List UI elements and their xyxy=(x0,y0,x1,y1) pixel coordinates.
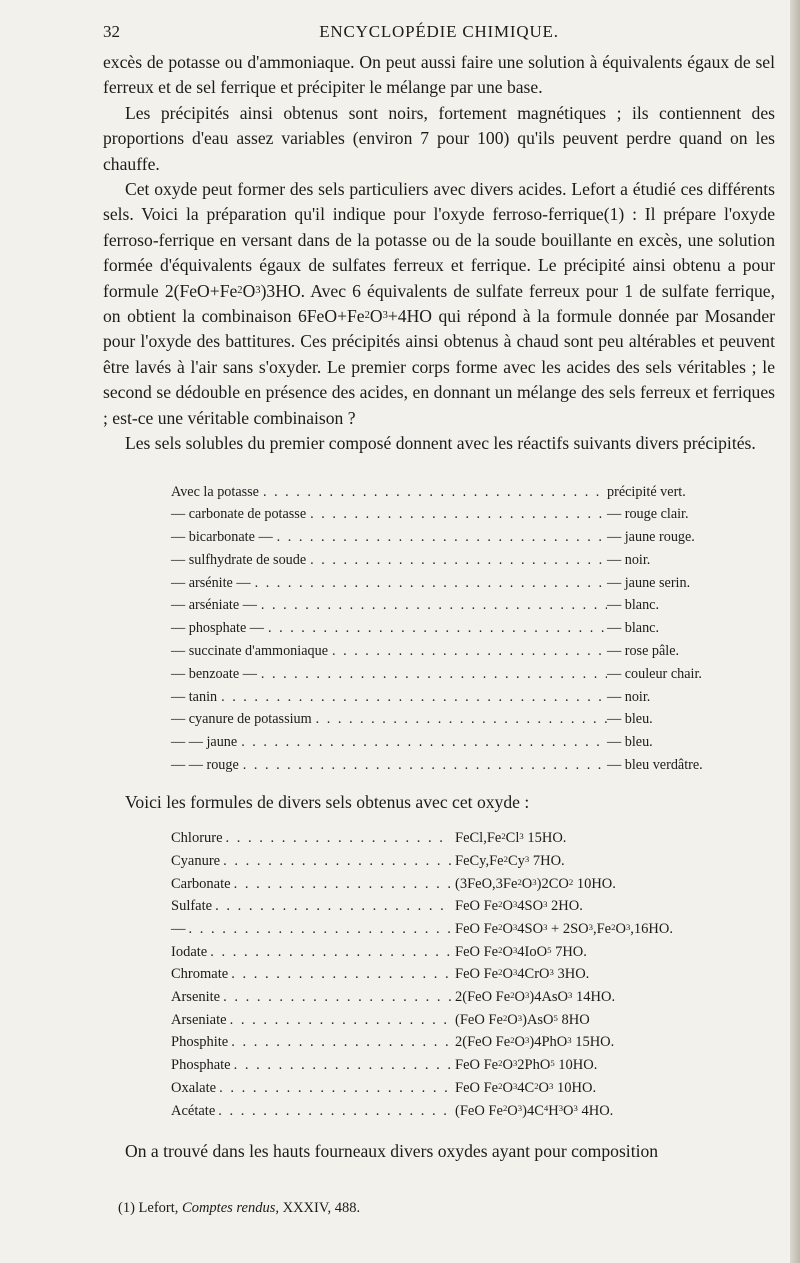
reagent-name: — arsénite — xyxy=(171,574,251,591)
salt-formula: $(3FeO,3Fe^2O^3)2CO^2$ 10HO. xyxy=(455,875,616,892)
salt-formula: FeO $Fe^2O^34C^2O^3$ 10HO. xyxy=(455,1079,597,1096)
salt-formula: (FeO $Fe^2O^3)AsO^5$ 8HO xyxy=(455,1011,590,1028)
reagent-name: — tanin xyxy=(171,688,218,705)
leader-dots xyxy=(223,830,451,847)
formula-list xyxy=(171,830,771,1125)
salt-name: Arsenite xyxy=(171,989,221,1006)
leader-dots xyxy=(227,1012,451,1029)
salt-cell xyxy=(171,921,451,938)
leader-dots xyxy=(186,921,452,938)
salt-formula: FeO $Fe^2O^34IoO^5$ 7HO. xyxy=(455,943,587,960)
formula-row xyxy=(171,989,771,1012)
reagent-name: Avec la potasse xyxy=(171,483,259,500)
leader-dots xyxy=(207,944,451,961)
running-title: ENCYCLOPÉDIE CHIMIQUE. xyxy=(319,22,559,41)
paragraph-3-text-c: . Avec 6 équivalents de sulfate ferreux pour 1 de sulfate ferrique, on obtient la combinaison xyxy=(103,280,775,327)
salt-cell xyxy=(171,898,451,915)
footnote-ref: (1) xyxy=(603,204,625,225)
leader-dots xyxy=(257,597,607,614)
reagent-name: — cyanure de potassium xyxy=(171,711,312,728)
reagent-name: — bicarbonate — xyxy=(171,529,273,546)
reaction-row xyxy=(171,506,731,529)
salt-cell xyxy=(171,966,451,983)
reagent-name: — — rouge xyxy=(171,757,239,774)
leader-dots xyxy=(220,989,451,1006)
leader-dots xyxy=(231,876,451,893)
leader-dots xyxy=(312,711,607,728)
salt-cell xyxy=(171,1080,451,1097)
body-text xyxy=(103,50,775,1165)
precipitate-result: — couleur chair. xyxy=(607,665,702,682)
salt-cell xyxy=(171,1034,451,1051)
salt-name: Sulfate xyxy=(171,898,213,915)
formula-row xyxy=(171,1057,771,1080)
precipitate-result: — bleu. xyxy=(607,711,653,728)
page-number: 32 xyxy=(103,22,120,41)
formula-row xyxy=(171,944,771,967)
salt-name: Acétate xyxy=(171,1102,216,1119)
leader-dots xyxy=(264,620,607,637)
salt-name: Phosphite xyxy=(171,1034,229,1051)
salt-formula: FeO $Fe^2O^34SO^3$ 2HO. xyxy=(455,898,583,915)
salt-name: — xyxy=(171,921,186,938)
salt-cell xyxy=(171,989,451,1006)
leader-dots xyxy=(215,1103,451,1120)
formula-row xyxy=(171,830,771,853)
salt-name: Iodate xyxy=(171,943,208,960)
leader-dots xyxy=(228,966,451,983)
precipitate-result: — bleu. xyxy=(607,734,653,751)
reagent-name: — succinate d'ammoniaque xyxy=(171,643,328,660)
precipitate-result: — jaune serin. xyxy=(607,574,691,591)
leader-dots xyxy=(306,552,607,569)
salt-formula: FeO $Fe^2O^34SO^3 + 2SO^3,Fe^2O^3,16HO$. xyxy=(455,921,673,938)
footnote-volume: XXXIV, 488. xyxy=(282,1200,361,1216)
footnote-journal: Comptes rendus, xyxy=(182,1200,279,1216)
reaction-list xyxy=(171,484,731,780)
leader-dots xyxy=(237,734,607,751)
paragraph-3-text-d: qui répond à la formule donnée par Mosander pour l'oxyde des battitures. Ces précipités ainsi obtenus à chaud sont peu altérables et peuvent être lavés à l'air sans s'oxyder. Le premier corps forme avec les acides des sels véritables ; le second se dédouble en présence des acides, en donnant un mélange des sels ferreux et ferriques ; est-ce une véritable combinaison ? xyxy=(103,306,775,428)
reagent-name: — benzoate — xyxy=(171,665,257,682)
footnote xyxy=(118,1200,360,1217)
formula-row xyxy=(171,853,771,876)
paragraph-3-text-b: : Il prépare l'oxyde ferroso-ferrique en versant dans de la potasse ou de la soude bouillante en excès, une solution formée d'équivalents égaux de sulfates ferreux et ferrique. Le précipité ainsi obtenu a pour formule xyxy=(103,204,776,301)
formula-row xyxy=(171,1080,771,1103)
salt-formula: FeCl,Fe$^2$Cl$^3$ 15HO. xyxy=(455,830,567,847)
leader-dots xyxy=(220,853,451,870)
running-header xyxy=(103,22,775,46)
salt-name: Arseniate xyxy=(171,1011,227,1028)
formula-row xyxy=(171,898,771,921)
salt-name: Oxalate xyxy=(171,1079,217,1096)
leader-dots xyxy=(251,575,607,592)
reagent-name: — arséniate — xyxy=(171,597,257,614)
salt-formula: FeO $Fe^2O^32PhO^5$ 10HO. xyxy=(455,1057,598,1074)
salt-name: Carbonate xyxy=(171,875,231,892)
leader-dots xyxy=(259,484,607,501)
precipitate-result: — noir. xyxy=(607,551,651,568)
salt-formula: FeO $Fe^2O^34CrO^3$ 3HO. xyxy=(455,966,590,983)
precipitate-result: précipité vert. xyxy=(607,483,686,500)
leader-dots xyxy=(228,1034,451,1051)
salt-cell xyxy=(171,1012,451,1029)
precipitate-result: — rose pâle. xyxy=(607,643,680,660)
leader-dots xyxy=(217,689,607,706)
salt-cell xyxy=(171,876,451,893)
salt-name: Phosphate xyxy=(171,1057,231,1074)
formulas-heading: Voici les formules de divers sels obtenus avec cet oxyde : xyxy=(125,791,530,812)
salt-name: Cyanure xyxy=(171,852,221,869)
salt-cell xyxy=(171,853,451,870)
reaction-row xyxy=(171,552,731,575)
leader-dots xyxy=(273,529,607,546)
salt-cell xyxy=(171,944,451,961)
salt-cell xyxy=(171,1103,451,1120)
reaction-row xyxy=(171,643,731,666)
paragraph-2: Les précipités ainsi obtenus sont noirs, fortement magnétiques ; ils contiennent des proportions d'eau assez variables (environ 7 pour 100) qu'ils peuvent perdre quand on les chauffe. xyxy=(103,102,775,174)
paragraph-3-text-a: Cet oxyde peut former des sels particuliers avec divers acides. Lefort a étudié ces différents sels. Voici la préparation qu'il indique pour l'oxyde ferroso-ferrique xyxy=(103,179,775,225)
precipitate-result: — blanc. xyxy=(607,597,660,614)
precipitate-result: — rouge clair. xyxy=(607,506,689,523)
last-paragraph: On a trouvé dans les hauts fourneaux divers oxydes ayant pour composition xyxy=(125,1141,659,1162)
salt-cell xyxy=(171,1057,451,1074)
formula-row xyxy=(171,921,771,944)
paragraph-4: Les sels solubles du premier composé donnent avec les réactifs suivants divers précipités. xyxy=(125,433,756,454)
reaction-row xyxy=(171,666,731,689)
formula-row xyxy=(171,1034,771,1057)
reagent-name: — phosphate — xyxy=(171,620,264,637)
reaction-row xyxy=(171,575,731,598)
formula-inline-2: $6FeO+Fe^2O^3+4HO$ xyxy=(297,306,433,327)
formula-row xyxy=(171,1103,771,1126)
paragraph-3 xyxy=(103,177,775,431)
reaction-row xyxy=(171,484,731,507)
reaction-row xyxy=(171,711,731,734)
leader-dots xyxy=(257,666,607,683)
leader-dots xyxy=(231,1057,451,1074)
formula-inline-1: $2(FeO+Fe^2O^3)3HO$ xyxy=(164,280,301,301)
salt-formula: FeCy,Fe$^2$Cy$^3$ 7HO. xyxy=(455,852,565,869)
salt-formula: 2(FeO $Fe^2O^3)4AsO^3$ 14HO. xyxy=(455,989,616,1006)
reagent-name: — sulfhydrate de soude xyxy=(171,551,307,568)
paragraph-1: excès de potasse ou d'ammoniaque. On peut aussi faire une solution à équivalents égaux de sel ferreux et de sel ferrique et précipiter le mélange par une base. xyxy=(103,52,775,98)
footnote-number: (1) xyxy=(118,1200,135,1216)
salt-formula: (FeO $Fe^2O^3)4C^4H^3O^3$ 4HO. xyxy=(455,1102,614,1119)
salt-formula: 2(FeO $Fe^2O^3)4PhO^3$ 15HO. xyxy=(455,1034,615,1051)
leader-dots xyxy=(212,898,451,915)
salt-name: Chromate xyxy=(171,966,229,983)
leader-dots xyxy=(216,1080,451,1097)
reaction-row xyxy=(171,620,731,643)
formula-row xyxy=(171,966,771,989)
reaction-row xyxy=(171,689,731,712)
reaction-row xyxy=(171,734,731,757)
reaction-row xyxy=(171,529,731,552)
page-edge xyxy=(790,0,800,1263)
salt-cell xyxy=(171,830,451,847)
leader-dots xyxy=(239,757,607,774)
precipitate-result: — jaune rouge. xyxy=(607,529,695,546)
reagent-name: — — jaune xyxy=(171,734,238,751)
reaction-row xyxy=(171,757,731,780)
precipitate-result: — bleu verdâtre. xyxy=(607,757,703,774)
leader-dots xyxy=(328,643,607,660)
leader-dots xyxy=(306,506,607,523)
reaction-row xyxy=(171,597,731,620)
formula-row xyxy=(171,1012,771,1035)
reagent-name: — carbonate de potasse xyxy=(171,506,307,523)
precipitate-result: — blanc. xyxy=(607,620,660,637)
precipitate-result: — noir. xyxy=(607,688,651,705)
formula-row xyxy=(171,876,771,899)
footnote-author: Lefort, xyxy=(138,1200,179,1216)
salt-name: Chlorure xyxy=(171,830,223,847)
